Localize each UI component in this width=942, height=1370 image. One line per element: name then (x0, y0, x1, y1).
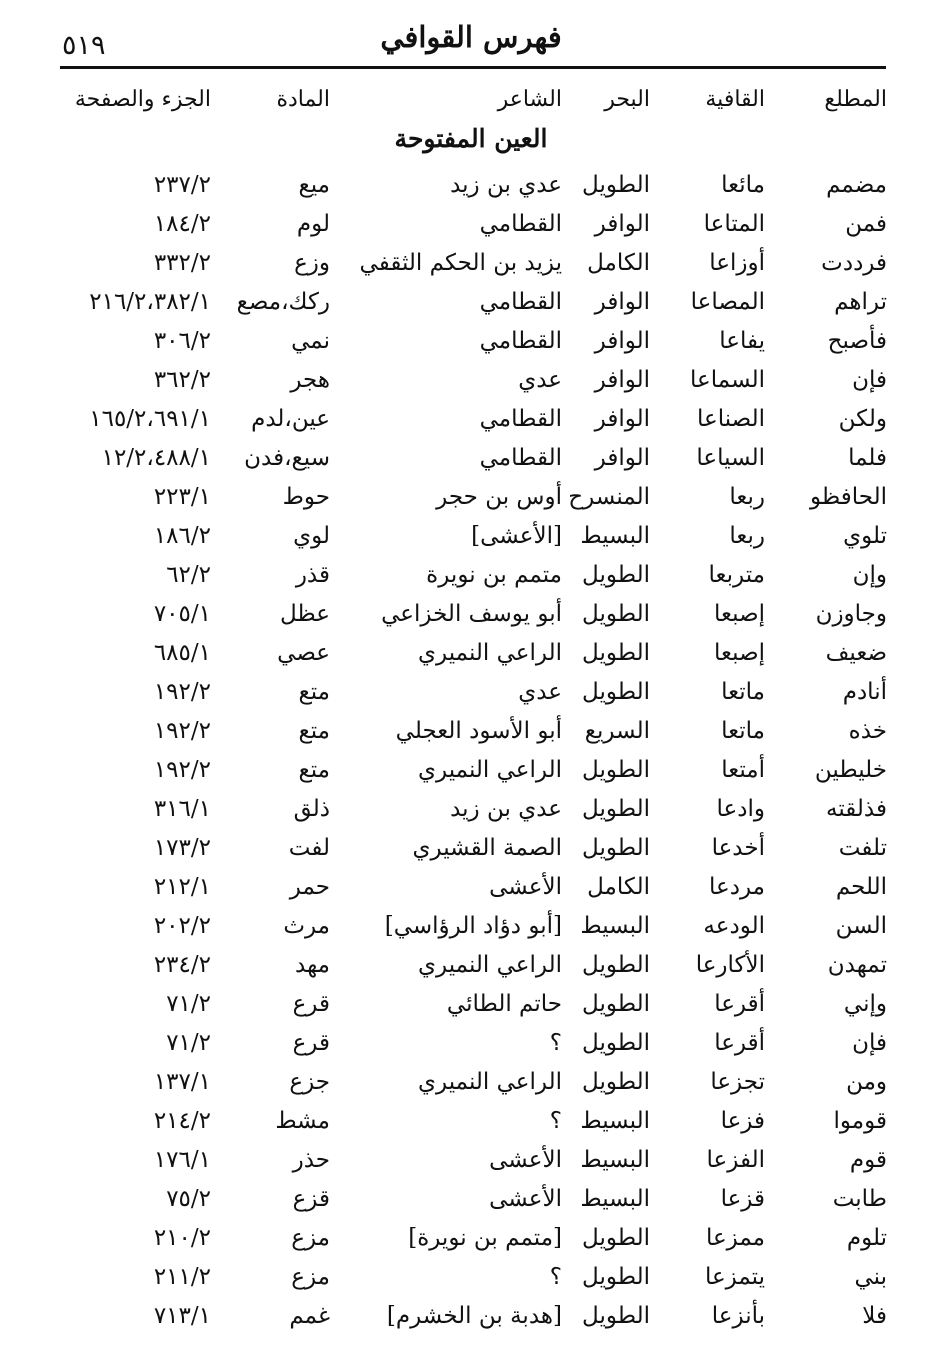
cell-rhyme: ممزعا (705, 1225, 765, 1251)
cell-volume-page: ٧٥/٢ (166, 1186, 211, 1212)
cell-volume-page: ٣٠٦/٢ (153, 328, 211, 354)
cell-volume-page: ٢١٤/٢ (153, 1108, 211, 1134)
cell-rhyme: أوزاعا (709, 250, 765, 276)
table-row (0, 478, 942, 517)
cell-meter: البسيط (580, 1147, 650, 1173)
table-row (0, 829, 942, 868)
table-row (0, 439, 942, 478)
cell-root: لوي (293, 523, 330, 549)
cell-poet: عدي بن زيد (450, 796, 562, 822)
cell-poet: الأعشى (489, 1186, 562, 1212)
cell-volume-page: ٢١٠/٢ (153, 1225, 211, 1251)
table-row (0, 205, 942, 244)
page-number: ٥١٩ (62, 30, 106, 61)
cell-poet: الصمة القشيري (412, 835, 562, 861)
cell-root: متع (298, 757, 330, 783)
cell-rhyme: يتمزعا (704, 1264, 765, 1290)
cell-opening-word: وإني (843, 991, 887, 1017)
cell-opening-word: فإن (852, 367, 887, 393)
cell-opening-word: فلما (848, 445, 887, 471)
cell-meter: الكامل (587, 874, 650, 900)
cell-root: عصي (277, 640, 330, 666)
cell-volume-page: ٧١/٢ (166, 1030, 211, 1056)
cell-poet: الأعشى (489, 874, 562, 900)
cell-rhyme: بأنزعا (711, 1303, 765, 1329)
cell-opening-word: بني (854, 1264, 887, 1290)
cell-meter: الطويل (582, 1303, 650, 1329)
cell-opening-word: الحافظو (810, 484, 887, 510)
column-header-matla: المطلع (824, 87, 887, 112)
cell-rhyme: يفاعا (719, 328, 765, 354)
cell-meter: الطويل (582, 1225, 650, 1251)
cell-opening-word: قوموا (833, 1108, 887, 1134)
cell-meter: الكامل (587, 250, 650, 276)
cell-meter: الطويل (582, 562, 650, 588)
cell-volume-page: ٣١٦/١ (153, 796, 211, 822)
cell-root: لفت (288, 835, 330, 861)
table-row (0, 400, 942, 439)
column-header-volume-page: الجزء والصفحة (74, 87, 211, 112)
cell-root: مرث (283, 913, 330, 939)
table-row (0, 868, 942, 907)
cell-root: سيع،فدن (244, 445, 330, 471)
cell-rhyme: الصناعا (696, 406, 765, 432)
cell-meter: الطويل (582, 1030, 650, 1056)
cell-root: ذلق (293, 796, 330, 822)
cell-meter: الوافر (594, 211, 650, 237)
cell-poet: القطامي (479, 406, 562, 432)
cell-volume-page: ٧١٣/١ (153, 1303, 211, 1329)
cell-rhyme: ماتعا (721, 679, 765, 705)
cell-root: ركك،مصع (236, 289, 330, 315)
cell-opening-word: خذه (848, 718, 887, 744)
cell-root: مزع (291, 1264, 330, 1290)
table-row (0, 673, 942, 712)
cell-poet: ؟ (549, 1030, 562, 1056)
column-headers (0, 82, 942, 118)
cell-poet: عدي (518, 679, 562, 705)
table-row (0, 556, 942, 595)
cell-volume-page: ٢٢٣/١ (153, 484, 211, 510)
cell-volume-page: ٢١١/٢ (153, 1264, 211, 1290)
cell-volume-page: ١٦٥/٢،٦٩١/١ (89, 406, 211, 432)
cell-rhyme: أمتعا (721, 757, 765, 783)
cell-poet: [متمم بن نويرة] (408, 1225, 562, 1251)
cell-opening-word: خليطين (814, 757, 887, 783)
cell-rhyme: متربعا (708, 562, 765, 588)
column-header-qafiya: القافية (705, 87, 765, 112)
cell-meter: البسيط (580, 1186, 650, 1212)
cell-rhyme: أقرعا (714, 991, 765, 1017)
cell-poet: متمم بن نويرة (426, 562, 562, 588)
cell-poet: القطامي (479, 211, 562, 237)
table-row (0, 361, 942, 400)
table-row (0, 1180, 942, 1219)
cell-root: جزع (289, 1069, 330, 1095)
cell-volume-page: ١٨٤/٢ (153, 211, 211, 237)
cell-volume-page: ١٣٧/١ (153, 1069, 211, 1095)
cell-opening-word: وجاوزن (815, 601, 887, 627)
cell-rhyme: ماتعا (721, 718, 765, 744)
cell-rhyme: إصبعا (714, 640, 765, 666)
cell-meter: البسيط (580, 1108, 650, 1134)
cell-volume-page: ٣٣٢/٢ (153, 250, 211, 276)
cell-opening-word: مضمم (826, 172, 887, 198)
cell-rhyme: ربعا (729, 484, 765, 510)
table-row (0, 946, 942, 985)
cell-rhyme: الودعه (703, 913, 765, 939)
cell-opening-word: فلا (862, 1303, 887, 1329)
cell-root: نمي (291, 328, 330, 354)
cell-volume-page: ٢١٢/١ (153, 874, 211, 900)
cell-poet: القطامي (479, 445, 562, 471)
table-row (0, 1297, 942, 1336)
cell-root: مشط (275, 1108, 330, 1134)
cell-root: قرع (292, 1030, 330, 1056)
cell-poet: [هدبة بن الخشرم] (386, 1303, 562, 1329)
cell-meter: الطويل (582, 1069, 650, 1095)
cell-meter: الوافر (594, 445, 650, 471)
cell-opening-word: طابت (832, 1186, 887, 1212)
cell-opening-word: ولكن (838, 406, 887, 432)
table-row (0, 517, 942, 556)
cell-meter: البسيط (580, 913, 650, 939)
cell-poet: أوس بن حجر (436, 484, 562, 510)
cell-opening-word: قوم (849, 1147, 887, 1173)
cell-volume-page: ١٧٦/١ (153, 1147, 211, 1173)
cell-volume-page: ١٩٢/٢ (153, 718, 211, 744)
cell-volume-page: ٢٠٢/٢ (153, 913, 211, 939)
header-rule (60, 66, 886, 69)
cell-meter: الطويل (582, 679, 650, 705)
cell-volume-page: ١٩٢/٢ (153, 679, 211, 705)
cell-root: وزع (294, 250, 330, 276)
cell-meter: الوافر (594, 367, 650, 393)
cell-root: متع (298, 718, 330, 744)
table-row (0, 1024, 942, 1063)
cell-rhyme: الأكارعا (695, 952, 765, 978)
table-row (0, 790, 942, 829)
cell-meter: الوافر (594, 406, 650, 432)
cell-root: ميع (298, 172, 330, 198)
cell-opening-word: ومن (846, 1069, 887, 1095)
index-rows (0, 166, 942, 1336)
cell-poet: الأعشى (489, 1147, 562, 1173)
cell-root: حوط (282, 484, 330, 510)
cell-rhyme: تجزعا (710, 1069, 765, 1095)
cell-opening-word: فذلقته (826, 796, 887, 822)
cell-root: غمم (289, 1303, 330, 1329)
cell-opening-word: تمهدن (827, 952, 887, 978)
cell-poet: القطامي (479, 289, 562, 315)
cell-meter: الطويل (582, 172, 650, 198)
cell-meter: الطويل (582, 952, 650, 978)
cell-poet: الراعي النميري (418, 757, 562, 783)
cell-rhyme: أقرعا (714, 1030, 765, 1056)
column-header-poet: الشاعر (497, 87, 562, 112)
cell-poet: أبو يوسف الخزاعي (381, 601, 562, 627)
table-row (0, 712, 942, 751)
cell-volume-page: ٢٣٧/٢ (153, 172, 211, 198)
cell-poet: الراعي النميري (418, 640, 562, 666)
cell-rhyme: قزعا (720, 1186, 765, 1212)
cell-rhyme: مردعا (709, 874, 765, 900)
cell-rhyme: إصبعا (714, 601, 765, 627)
cell-poet: ؟ (549, 1108, 562, 1134)
cell-meter: الطويل (582, 757, 650, 783)
cell-poet: حاتم الطائي (446, 991, 562, 1017)
cell-meter: البسيط (580, 523, 650, 549)
cell-poet: الراعي النميري (418, 952, 562, 978)
cell-root: قرع (292, 991, 330, 1017)
cell-rhyme: الفزعا (706, 1147, 765, 1173)
cell-meter: الوافر (594, 328, 650, 354)
cell-root: مهد (295, 952, 330, 978)
table-row (0, 1102, 942, 1141)
cell-root: لوم (296, 211, 330, 237)
cell-volume-page: ٢٣٤/٢ (153, 952, 211, 978)
cell-root: حذر (292, 1147, 330, 1173)
cell-volume-page: ١٩٢/٢ (153, 757, 211, 783)
cell-meter: الطويل (582, 640, 650, 666)
cell-root: هجر (290, 367, 330, 393)
table-row (0, 166, 942, 205)
cell-meter: الطويل (582, 1264, 650, 1290)
column-header-bahr: البحر (604, 87, 650, 112)
cell-poet: الراعي النميري (418, 1069, 562, 1095)
cell-poet: عدي بن زيد (450, 172, 562, 198)
cell-poet: يزيد بن الحكم الثقفي (359, 250, 562, 276)
cell-rhyme: وادعا (716, 796, 765, 822)
cell-volume-page: ١٨٦/٢ (153, 523, 211, 549)
cell-root: متع (298, 679, 330, 705)
cell-volume-page: ٧١/٢ (166, 991, 211, 1017)
cell-root: عين،لدم (251, 406, 330, 432)
table-row (0, 1063, 942, 1102)
cell-opening-word: ضعيف (825, 640, 887, 666)
cell-opening-word: تلوي (843, 523, 887, 549)
cell-rhyme: السماعا (690, 367, 765, 393)
table-row (0, 595, 942, 634)
table-row (0, 1141, 942, 1180)
cell-opening-word: اللحم (835, 874, 887, 900)
cell-root: قزع (292, 1186, 330, 1212)
cell-meter: المنسرح (568, 484, 650, 510)
cell-volume-page: ٦٨٥/١ (153, 640, 211, 666)
cell-opening-word: تلوم (846, 1225, 887, 1251)
cell-rhyme: المصاعا (690, 289, 765, 315)
table-row (0, 244, 942, 283)
cell-volume-page: ٣٦٢/٢ (153, 367, 211, 393)
cell-poet: [الأعشى] (471, 523, 562, 549)
cell-opening-word: أنادم (842, 679, 887, 705)
cell-volume-page: ٧٠٥/١ (153, 601, 211, 627)
cell-volume-page: ٢١٦/٢،٣٨٢/١ (89, 289, 211, 315)
cell-opening-word: السن (835, 913, 887, 939)
table-row (0, 1219, 942, 1258)
cell-opening-word: فإن (852, 1030, 887, 1056)
section-heading: العين المفتوحة (394, 124, 548, 153)
table-row (0, 751, 942, 790)
column-header-root: المادة (276, 87, 330, 112)
cell-rhyme: فزعا (720, 1108, 765, 1134)
table-row (0, 283, 942, 322)
cell-meter: الطويل (582, 601, 650, 627)
cell-root: حمر (289, 874, 330, 900)
table-row (0, 634, 942, 673)
cell-opening-word: فمن (845, 211, 887, 237)
cell-rhyme: المتاعا (703, 211, 765, 237)
cell-rhyme: ربعا (729, 523, 765, 549)
cell-volume-page: ١٢/٢،٤٨٨/١ (101, 445, 211, 471)
cell-root: قذر (295, 562, 330, 588)
cell-meter: السريع (584, 718, 650, 744)
cell-poet: عدي (518, 367, 562, 393)
table-row (0, 985, 942, 1024)
cell-rhyme: السياعا (696, 445, 765, 471)
cell-rhyme: مائعا (721, 172, 765, 198)
table-row (0, 1258, 942, 1297)
cell-meter: الطويل (582, 835, 650, 861)
cell-poet: أبو الأسود العجلي (395, 718, 562, 744)
cell-poet: ؟ (549, 1264, 562, 1290)
table-row (0, 907, 942, 946)
table-row (0, 322, 942, 361)
cell-volume-page: ٦٢/٢ (166, 562, 211, 588)
cell-volume-page: ١٧٣/٢ (153, 835, 211, 861)
cell-rhyme: أخدعا (711, 835, 765, 861)
cell-poet: القطامي (479, 328, 562, 354)
cell-opening-word: فأصبح (827, 328, 887, 354)
cell-meter: الطويل (582, 796, 650, 822)
cell-root: مزع (291, 1225, 330, 1251)
cell-poet: [أبو دؤاد الرؤاسي] (384, 913, 562, 939)
cell-meter: الوافر (594, 289, 650, 315)
cell-root: عظل (279, 601, 330, 627)
cell-opening-word: وإن (852, 562, 887, 588)
page-title: فهرس القوافي (380, 20, 562, 54)
cell-opening-word: فرددت (821, 250, 887, 276)
cell-opening-word: تراهم (834, 289, 887, 315)
cell-opening-word: تلفت (838, 835, 887, 861)
cell-meter: الطويل (582, 991, 650, 1017)
